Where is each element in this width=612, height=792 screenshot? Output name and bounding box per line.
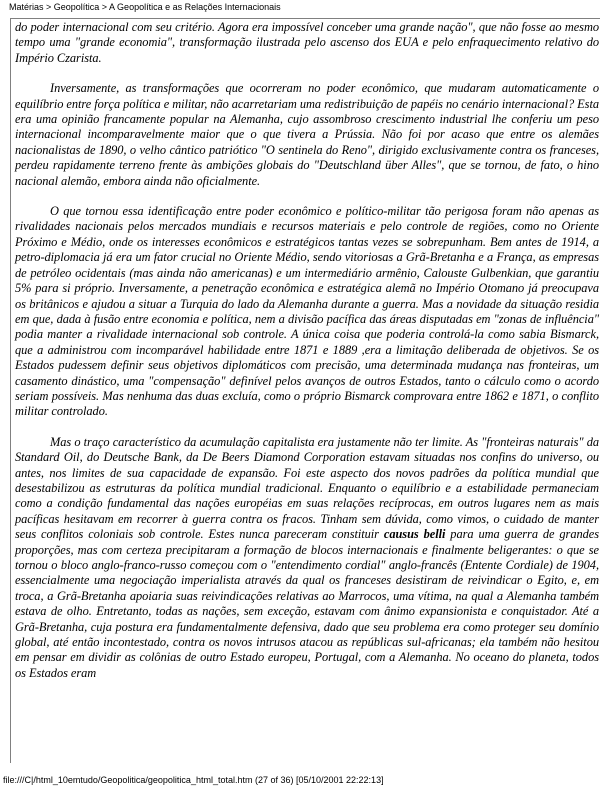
paragraph-4-part-2: para uma guerra de grandes proporções, mas com certeza precipitaram a formação de blocos internacionais e finalmente beligerantes: o que se tornou o bloco anglo-franco-russo começou com o "entendimento cordial" anglo-francês (Entente Cordiale) de 1904, essencialmente uma negociação imperialista através da qual os franceses desistiram de reivindicar o Egito, e, em troca, a Grã-Bretanha apoiaria suas reivindicações relativas ao Marrocos, uma vítima, na qual a Alemanha também estava de olho. Entretanto, todas as nações, sem exceção, estavam com ânimo expansionista e conquistador. Até a Grã-Bretanha, cuja postura era fundamentalmente defensiva, dado que seu problema era como proteger seu domínio global, até então incontestado, contra os novos intrusos atacou as repúblicas sul-africanas; ela também não hesitou em pensar em dividir as colônias de outro Estado europeu, Portugal, com a Alemanha. No oceano do planeta, todos os Estados eram: [15, 527, 599, 680]
term-causus-belli: causus belli: [383, 527, 446, 542]
file-path-footer: file:///C|/html_10emtudo/Geopolitica/geopolitica_html_total.htm (27 of 36) [05/10/2001 22:22:13]: [3, 775, 384, 785]
paragraph-4: [15, 435, 599, 682]
paragraph-3: O que tornou essa identificação entre poder econômico e político-militar tão perigosa foram não apenas as rivalidades nacionais pelos mercados mundiais e recursos materiais e pelo controle de regiões, como no Oriente Próximo e Médio, onde os interesses econômicos e estratégicos tantas vezes se sobrepunham. Bem antes de 1914, a petro-diplomacia já era um fator crucial no Oriente Médio, sendo vitoriosas a Grã-Bretanha e a França, as empresas de petróleo ocidentais (mas ainda não americanas) e um intermediário armênio, Calouste Gulbenkian, que garantiu 5% para si próprio. Inversamente, a penetração econômica e estratégica alemã no Império Otomano já preocupava os britânicos e ajudou a situar a Turquia do lado da Alemanha durante a guerra. Mas a novidade da situação residia em que, dada à fusão entre economia e política, nem a divisão pacífica das áreas disputadas em "zonas de influência" podia manter a rivalidade internacional sob controle. A única coisa que poderia controlá-la como sabia Bismarck, que a administrou com incomparável habilidade entre 1871 e 1889 ,era a limitação deliberada de objetivos. Se os Estados pudessem definir seus objetivos diplomáticos com precisão, uma determinada mudança nas fronteiras, um casamento dinástico, uma "compensação" definível pelos avanços de outros Estados, tanto o cálculo como o acordo seriam possíveis. Mas nenhuma das duas excluía, como o próprio Bismarck comprovara entre 1862 e 1871, o conflito militar controlado.: [15, 204, 599, 419]
breadcrumb: Matérias > Geopolítica > A Geopolítica e as Relações Internacionais: [9, 2, 281, 12]
paragraph-1: do poder internacional com seu critério. Agora era impossível conceber uma grande nação", que não fosse ao mesmo tempo uma "grande economia", transformação ilustrada pelo ascenso dos EUA e pelo enfraquecimento relativo do Império Czarista.: [15, 20, 599, 65]
document-frame: [10, 18, 600, 763]
article-body: [15, 20, 599, 696]
paragraph-2: Inversamente, as transformações que ocorreram no poder econômico, que mudaram automaticamente o equilíbrio entre força política e militar, não acarretariam uma redistribuição de papéis no cenário internacional? Esta era uma opinião francamente popular na Alemanha, cujo assombroso crescimento industrial lhe conferiu um peso internacional incomparavelmente maior que o que tivera a Prússia. Não foi por acaso que entre os alemães nacionalistas de 1890, o velho cântico patriótico "O sentinela do Reno", dirigido exclusivamente contra os franceses, perdeu rapidamente terreno frente às ambições globais do "Deutschland über Alles", que se tornou, de fato, o hino nacional alemão, embora ainda não oficialmente.: [15, 81, 599, 188]
paragraph-4-part-1: Mas o traço característico da acumulação capitalista era justamente não ter limite. As "fronteiras naturais" da Standard Oil, do Deutsche Bank, da De Beers Diamond Corporation estavam situadas nos confins do universo, ou antes, nos limites de sua capacidade de expansão. Foi este aspecto dos novos padrões da política mundial que desestabilizou as estruturas da política mundial tradicional. Enquanto o equilíbrio e a estabilidade permaneciam como a condição fundamental das nações européias em suas relações recíprocas, em outros lugares nem as mais pacíficas hesitavam em recorrer à guerra contra os fracos. Tinham sem dúvida, como vimos, o cuidado de manter seus conflitos coloniais sob controle. Estes nunca pareceram constituir: [15, 434, 599, 542]
